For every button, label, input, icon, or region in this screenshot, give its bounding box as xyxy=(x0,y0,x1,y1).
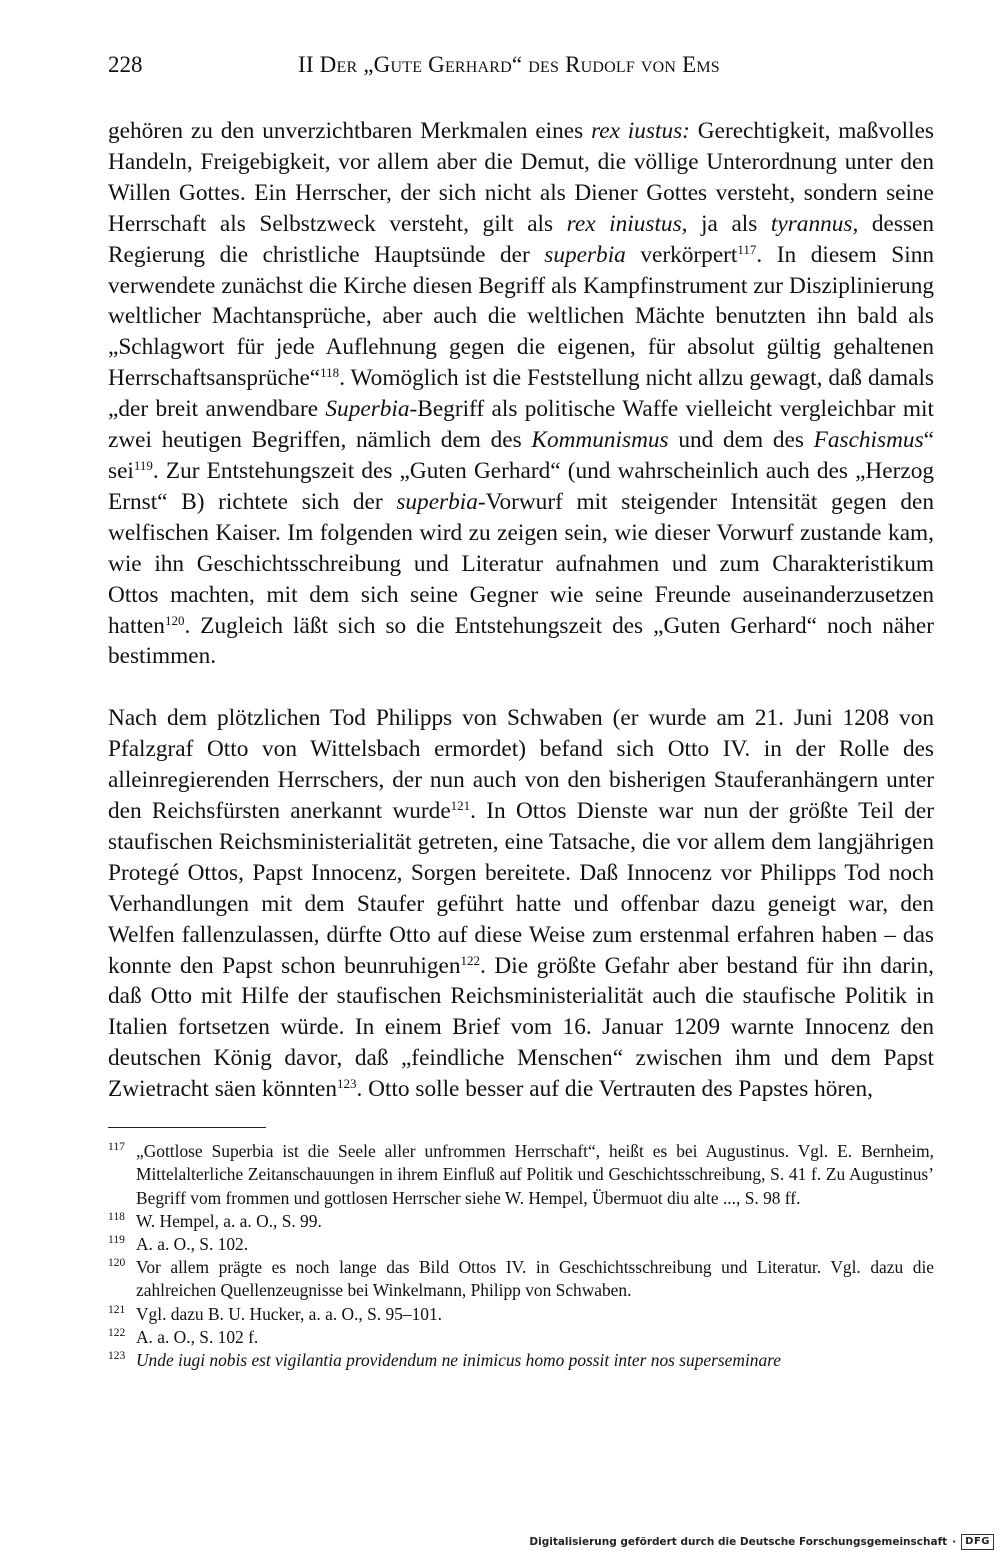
footnote-ref-120[interactable]: 120 xyxy=(164,612,185,628)
dfg-logo-icon: DFG xyxy=(961,1534,994,1550)
footnote-ref-121[interactable]: 121 xyxy=(450,798,471,814)
footnote-120 xyxy=(108,1256,934,1302)
body-text xyxy=(108,116,934,1105)
text-span: Nach dem plötzlichen Tod Philipps von Schwaben (er wurde am 21. Juni 1208 von Pfalzgraf Otto von Wittelsbach ermordet) befand sich Otto IV. in der Rolle des alleinregierenden Herrschers, der nun auch von den bisherigen Stauferanhängern unter den Reichsfürsten anerkannt wurde xyxy=(108,705,934,825)
digitization-footer xyxy=(529,1534,994,1550)
running-head: II Der „Gute Gerhard“ des Rudolf von Ems xyxy=(298,52,720,77)
footnote-number: 119 xyxy=(108,1233,125,1246)
footnote-122 xyxy=(108,1326,934,1349)
text-span: . Womöglich ist die Feststellung nicht allzu gewagt, daß damals „der breit anwendbare xyxy=(108,365,934,423)
page-number: 228 xyxy=(108,52,143,77)
text-span: “ sei xyxy=(108,427,934,484)
footnote-119 xyxy=(108,1233,934,1256)
footnote-number: 118 xyxy=(108,1210,125,1223)
text-span: . In Ottos Dienste war nun der größte Teil der staufischen Reichsministerialität getreten, eine Tatsache, die vor allem dem langjährigen Protegé Ottos, Papst Innocenz, Sorgen bereitete. Daß Innocenz vor Philipps Tod noch Verhandlungen mit dem Staufer geführt hatte und offenbar dazu geneigt war, den Welfen fallenzulassen, dürfte Otto auf diese Weise zum erstenmal erfahren haben – das konnte den Papst schon beunruhigen xyxy=(108,798,934,979)
text-span: Gerechtigkeit, maßvolles Handeln, Freigebigkeit, vor allem aber die Demut, die völlige Unterordnung unter den Willen Gottes. Ein Herrscher, der sich nicht als Diener Gottes versteht, sondern seine Herrschaft als Selbstzweck versteht, gilt als xyxy=(108,118,934,237)
italic-term: rex iniustus, xyxy=(566,210,688,237)
footer-separator: · xyxy=(952,1536,957,1548)
italic-term: Superbia xyxy=(325,396,410,423)
footnote-text: Vgl. dazu B. U. Hucker, a. a. O., S. 95–101. xyxy=(136,1303,442,1324)
footnote-123 xyxy=(108,1349,934,1372)
footnote-text: W. Hempel, a. a. O., S. 99. xyxy=(136,1210,322,1231)
footnote-ref-117[interactable]: 117 xyxy=(737,241,757,257)
text-span: -Vorwurf mit steigender Intensität gegen den welfischen Kaiser. Im folgenden wird zu zeigen sein, wie dieser Vorwurf zustande kam, wie ihn Geschichtsschreibung und Literatur aufnahmen und zum Charakteristikum Ottos machten, mit dem sich seine Gegner wie seine Freunde auseinanderzusetzen hatten xyxy=(108,488,934,639)
footnote-117 xyxy=(108,1140,934,1210)
italic-term: Kommunismus xyxy=(531,427,669,454)
footnote-text: Vor allem prägte es noch lange das Bild Ottos IV. in Geschichtsschreibung und Literatur. Vgl. dazu die zahlreichen Quellenzeugnisse bei Winkelmann, Philipp von Schwaben. xyxy=(136,1257,934,1301)
footnote-text: Unde iugi nobis est vigilantia providendum ne inimicus homo possit inter nos superseminare xyxy=(136,1349,782,1370)
italic-term: superbia xyxy=(396,488,478,515)
text-span: gehören zu den unverzichtbaren Merkmalen eines xyxy=(108,118,592,144)
footnote-number: 122 xyxy=(108,1326,126,1339)
footnote-number: 120 xyxy=(108,1257,126,1270)
text-span: . Die größte Gefahr aber bestand für ihn darin, daß Otto mit Hilfe der staufischen Reichsministerialität auch die staufische Politik in Italien fortsetzen würde. In einem Brief vom 16. Januar 1209 warnte Innocenz den deutschen König davor, daß „feindliche Menschen“ zwischen ihm und dem Papst Zwietracht säen könnten xyxy=(108,952,934,1103)
text-span: verkörpert xyxy=(625,241,738,268)
paragraph-1 xyxy=(108,116,934,672)
footnote-ref-118[interactable]: 118 xyxy=(320,365,340,381)
footnote-number: 117 xyxy=(108,1141,125,1154)
footnotes xyxy=(108,1140,934,1372)
text-span: ja als xyxy=(687,210,771,237)
paragraph-2 xyxy=(108,703,934,1105)
book-page xyxy=(108,52,934,1372)
footnote-number: 123 xyxy=(108,1349,126,1362)
text-span: . Zugleich läßt sich so die Entstehungszeit des „Guten Gerhard“ noch näher bestimmen. xyxy=(108,612,934,670)
footnote-121 xyxy=(108,1303,934,1326)
italic-term: superbia xyxy=(544,241,626,268)
footnote-text: A. a. O., S. 102 f. xyxy=(136,1326,259,1347)
footnote-text: A. a. O., S. 102. xyxy=(136,1233,249,1254)
text-span: . Otto solle besser auf die Vertrauten des Papstes hören, xyxy=(356,1076,874,1103)
text-span: dessen Regierung die christliche Hauptsünde der xyxy=(108,210,934,268)
footnote-number: 121 xyxy=(108,1303,126,1316)
page-header xyxy=(108,52,934,86)
footnote-ref-119[interactable]: 119 xyxy=(133,457,153,473)
italic-term: rex iustus: xyxy=(591,118,690,144)
footnote-118 xyxy=(108,1210,934,1233)
footer-text: Digitalisierung gefördert durch die Deutsche Forschungsgemeinschaft xyxy=(529,1536,948,1548)
text-span: . Zur Entstehungszeit des „Guten Gerhard“ (und wahrscheinlich auch des „Herzog Ernst“ B) richtete sich der xyxy=(108,457,934,515)
text-span: -Begriff als politische Waffe vielleicht vergleichbar mit zwei heutigen Begriffen, nämlich dem des xyxy=(108,396,934,454)
footnote-ref-123[interactable]: 123 xyxy=(337,1076,357,1092)
text-span: . In diesem Sinn verwendete zunächst die Kirche diesen Begriff als Kampfinstrument zur Disziplinierung weltlicher Machtansprüche, aber auch die weltlichen Mächte benutzten ihn bald als „Schlagwort für jede Auflehnung gegen die eigenen, für absolut gültig gehaltenen Herrschaftsansprüche“ xyxy=(108,241,934,392)
text-span: und dem des xyxy=(668,427,814,454)
italic-term: tyrannus, xyxy=(770,210,859,237)
italic-term: Faschismus xyxy=(813,427,924,454)
footnote-ref-122[interactable]: 122 xyxy=(460,952,481,968)
footnote-text: „Gottlose Superbia ist die Seele aller unfrommen Herrschaft“, heißt es bei Augustinus. Vgl. E. Bernheim, Mittelalterliche Zeitanschauungen in ihrem Einfluß auf Politik und Geschichtsschreibung, S. 41 f. Zu Augustinus’ Begriff vom frommen und gottlosen Herrscher siehe W. Hempel, Übermuot diu alte ..., S. 98 ff. xyxy=(136,1141,934,1208)
footnote-divider xyxy=(108,1127,266,1128)
